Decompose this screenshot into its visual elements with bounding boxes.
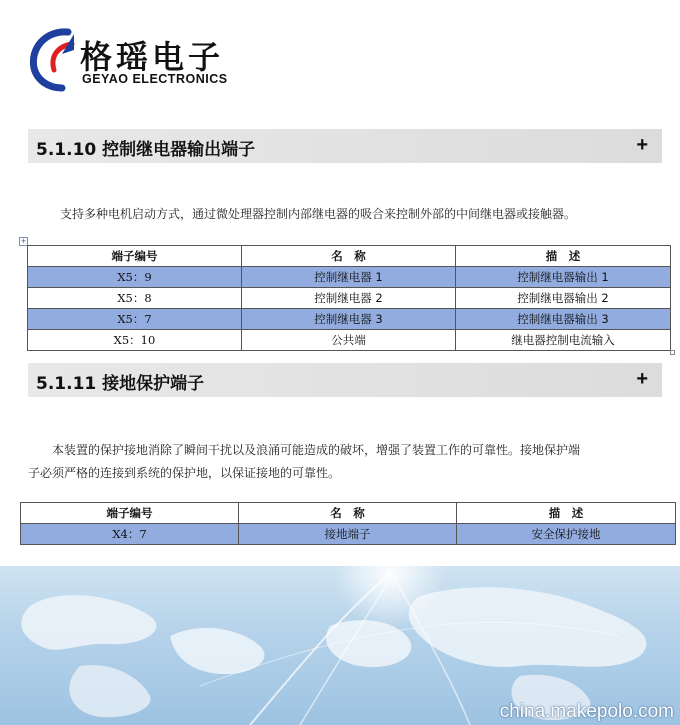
terminal-desc-cell: 控制继电器输出 3	[456, 309, 671, 330]
grounding-terminal-table	[20, 502, 676, 545]
column-header: 端子编号	[28, 246, 242, 267]
table-row	[28, 309, 671, 330]
terminal-id-cell: X5：7	[28, 309, 242, 330]
column-header: 端子编号	[21, 503, 239, 524]
description-line: 本装置的保护接地消除了瞬间干扰以及浪涌可能造成的破坏，增强了装置工作的可靠性。接地保护端	[52, 443, 581, 457]
table-row	[28, 330, 671, 351]
terminal-id-cell: X5：8	[28, 288, 242, 309]
terminal-name-cell: 控制继电器 1	[242, 267, 456, 288]
section-description	[28, 439, 668, 485]
logo-mark-icon	[28, 24, 88, 92]
terminal-name-cell: 控制继电器 2	[242, 288, 456, 309]
expand-toggle-button[interactable]: +	[636, 134, 648, 156]
site-watermark: china.makepolo.com	[499, 701, 674, 722]
terminal-name-cell: 公共端	[242, 330, 456, 351]
terminal-desc-cell: 继电器控制电流输入	[456, 330, 671, 351]
table-row	[28, 267, 671, 288]
section-title: 5.1.11 接地保护端子	[36, 374, 205, 394]
table-header-row	[28, 246, 671, 267]
section-header-relay-output	[28, 129, 662, 163]
terminal-id-cell: X5：10	[28, 330, 242, 351]
section-description: 支持多种电机启动方式，通过微处理器控制内部继电器的吸合来控制外部的中间继电器或接触器。	[60, 207, 577, 221]
table-row	[21, 524, 676, 545]
terminal-desc-cell: 控制继电器输出 2	[456, 288, 671, 309]
description-line: 子必须严格的连接到系统的保护地，以保证接地的可靠性。	[28, 466, 341, 480]
terminal-desc-cell: 安全保护接地	[457, 524, 676, 545]
terminal-id-cell: X5：9	[28, 267, 242, 288]
table-move-handle-icon[interactable]: +	[20, 237, 27, 245]
world-map-banner	[0, 566, 680, 725]
section-title: 5.1.10 控制继电器输出端子	[36, 140, 256, 160]
terminal-desc-cell: 控制继电器输出 1	[456, 267, 671, 288]
company-logo	[28, 24, 258, 92]
column-header: 描 述	[457, 503, 676, 524]
column-header: 名 称	[239, 503, 457, 524]
terminal-name-cell: 控制继电器 3	[242, 309, 456, 330]
expand-toggle-button[interactable]: +	[636, 368, 648, 390]
column-header: 名 称	[242, 246, 456, 267]
logo-chinese-name: 格瑶电子	[80, 38, 225, 76]
relay-terminal-table	[27, 245, 671, 351]
logo-english-name: GEYAO ELECTRONICS	[82, 72, 228, 86]
table-row	[28, 288, 671, 309]
table-resize-handle[interactable]	[670, 350, 675, 355]
terminal-name-cell: 接地端子	[239, 524, 457, 545]
terminal-id-cell: X4：7	[21, 524, 239, 545]
table-header-row	[21, 503, 676, 524]
column-header: 描 述	[456, 246, 671, 267]
section-header-grounding	[28, 363, 662, 397]
